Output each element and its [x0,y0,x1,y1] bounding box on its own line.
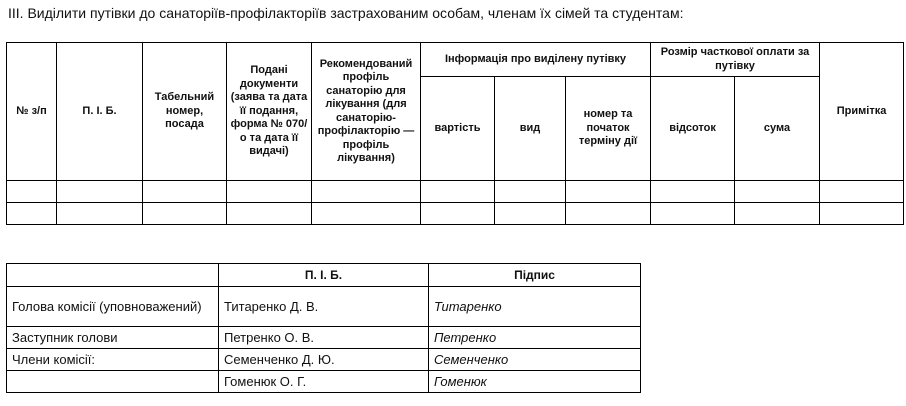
cell[interactable] [57,181,143,203]
header-percent: відсоток [651,77,735,181]
vouchers-table [6,42,904,225]
commission-table [6,263,641,393]
cell[interactable] [227,203,312,225]
header-signature: Підпис [429,264,641,287]
table-row [7,349,641,371]
cell[interactable] [312,181,421,203]
cell[interactable] [566,181,651,203]
cell[interactable] [7,181,57,203]
header-note: Примітка [820,43,904,181]
table-row [7,287,641,327]
table-row [7,371,641,393]
signature-cell: Гоменюк [429,371,641,393]
cell[interactable] [421,203,495,225]
header-type: вид [495,77,566,181]
header-tab-number: Табельний номер, посада [143,43,227,181]
cell[interactable] [57,203,143,225]
cell[interactable] [820,181,904,203]
header-payment-group: Розмір часткової оплати за путівку [651,43,820,77]
section-title: III. Виділити путівки до санаторіїв-профілакторіїв застрахованим особам, членам їх сімей та студентам: [8,5,684,21]
role-cell [7,371,219,393]
header-num: № з/п [7,43,57,181]
role-cell: Голова комісії (уповноважений) [7,287,219,327]
signature-cell: Петренко [429,327,641,349]
cell[interactable] [651,203,735,225]
cell[interactable] [495,203,566,225]
name-cell: Семенченко Д. Ю. [219,349,429,371]
cell[interactable] [421,181,495,203]
cell[interactable] [820,203,904,225]
role-cell: Заступник голови [7,327,219,349]
header-sum: сума [735,77,820,181]
header-profile: Рекомендований профіль санаторію для лікування (для санаторію-профілакторію — профіль лікування) [312,43,421,181]
cell[interactable] [735,181,820,203]
cell[interactable] [143,181,227,203]
header-cost: вартість [421,77,495,181]
header-name: П. І. Б. [219,264,429,287]
cell[interactable] [227,181,312,203]
cell[interactable] [312,203,421,225]
signature-cell: Титаренко [429,287,641,327]
name-cell: Петренко О. В. [219,327,429,349]
cell[interactable] [566,203,651,225]
table-row [7,327,641,349]
header-documents: Подані документи (заява та дата її подання, форма № 070/о та дата її видачі) [227,43,312,181]
header-number-term: номер та початок терміну дії [566,77,651,181]
header-role [7,264,219,287]
signature-cell: Семенченко [429,349,641,371]
cell[interactable] [143,203,227,225]
name-cell: Титаренко Д. В. [219,287,429,327]
cell[interactable] [495,181,566,203]
table-row [7,203,904,225]
table-row [7,181,904,203]
role-cell: Члени комісії: [7,349,219,371]
cell[interactable] [651,181,735,203]
header-info-group: Інформація про виділену путівку [421,43,651,77]
header-name: П. І. Б. [57,43,143,181]
name-cell: Гоменюк О. Г. [219,371,429,393]
cell[interactable] [7,203,57,225]
cell[interactable] [735,203,820,225]
